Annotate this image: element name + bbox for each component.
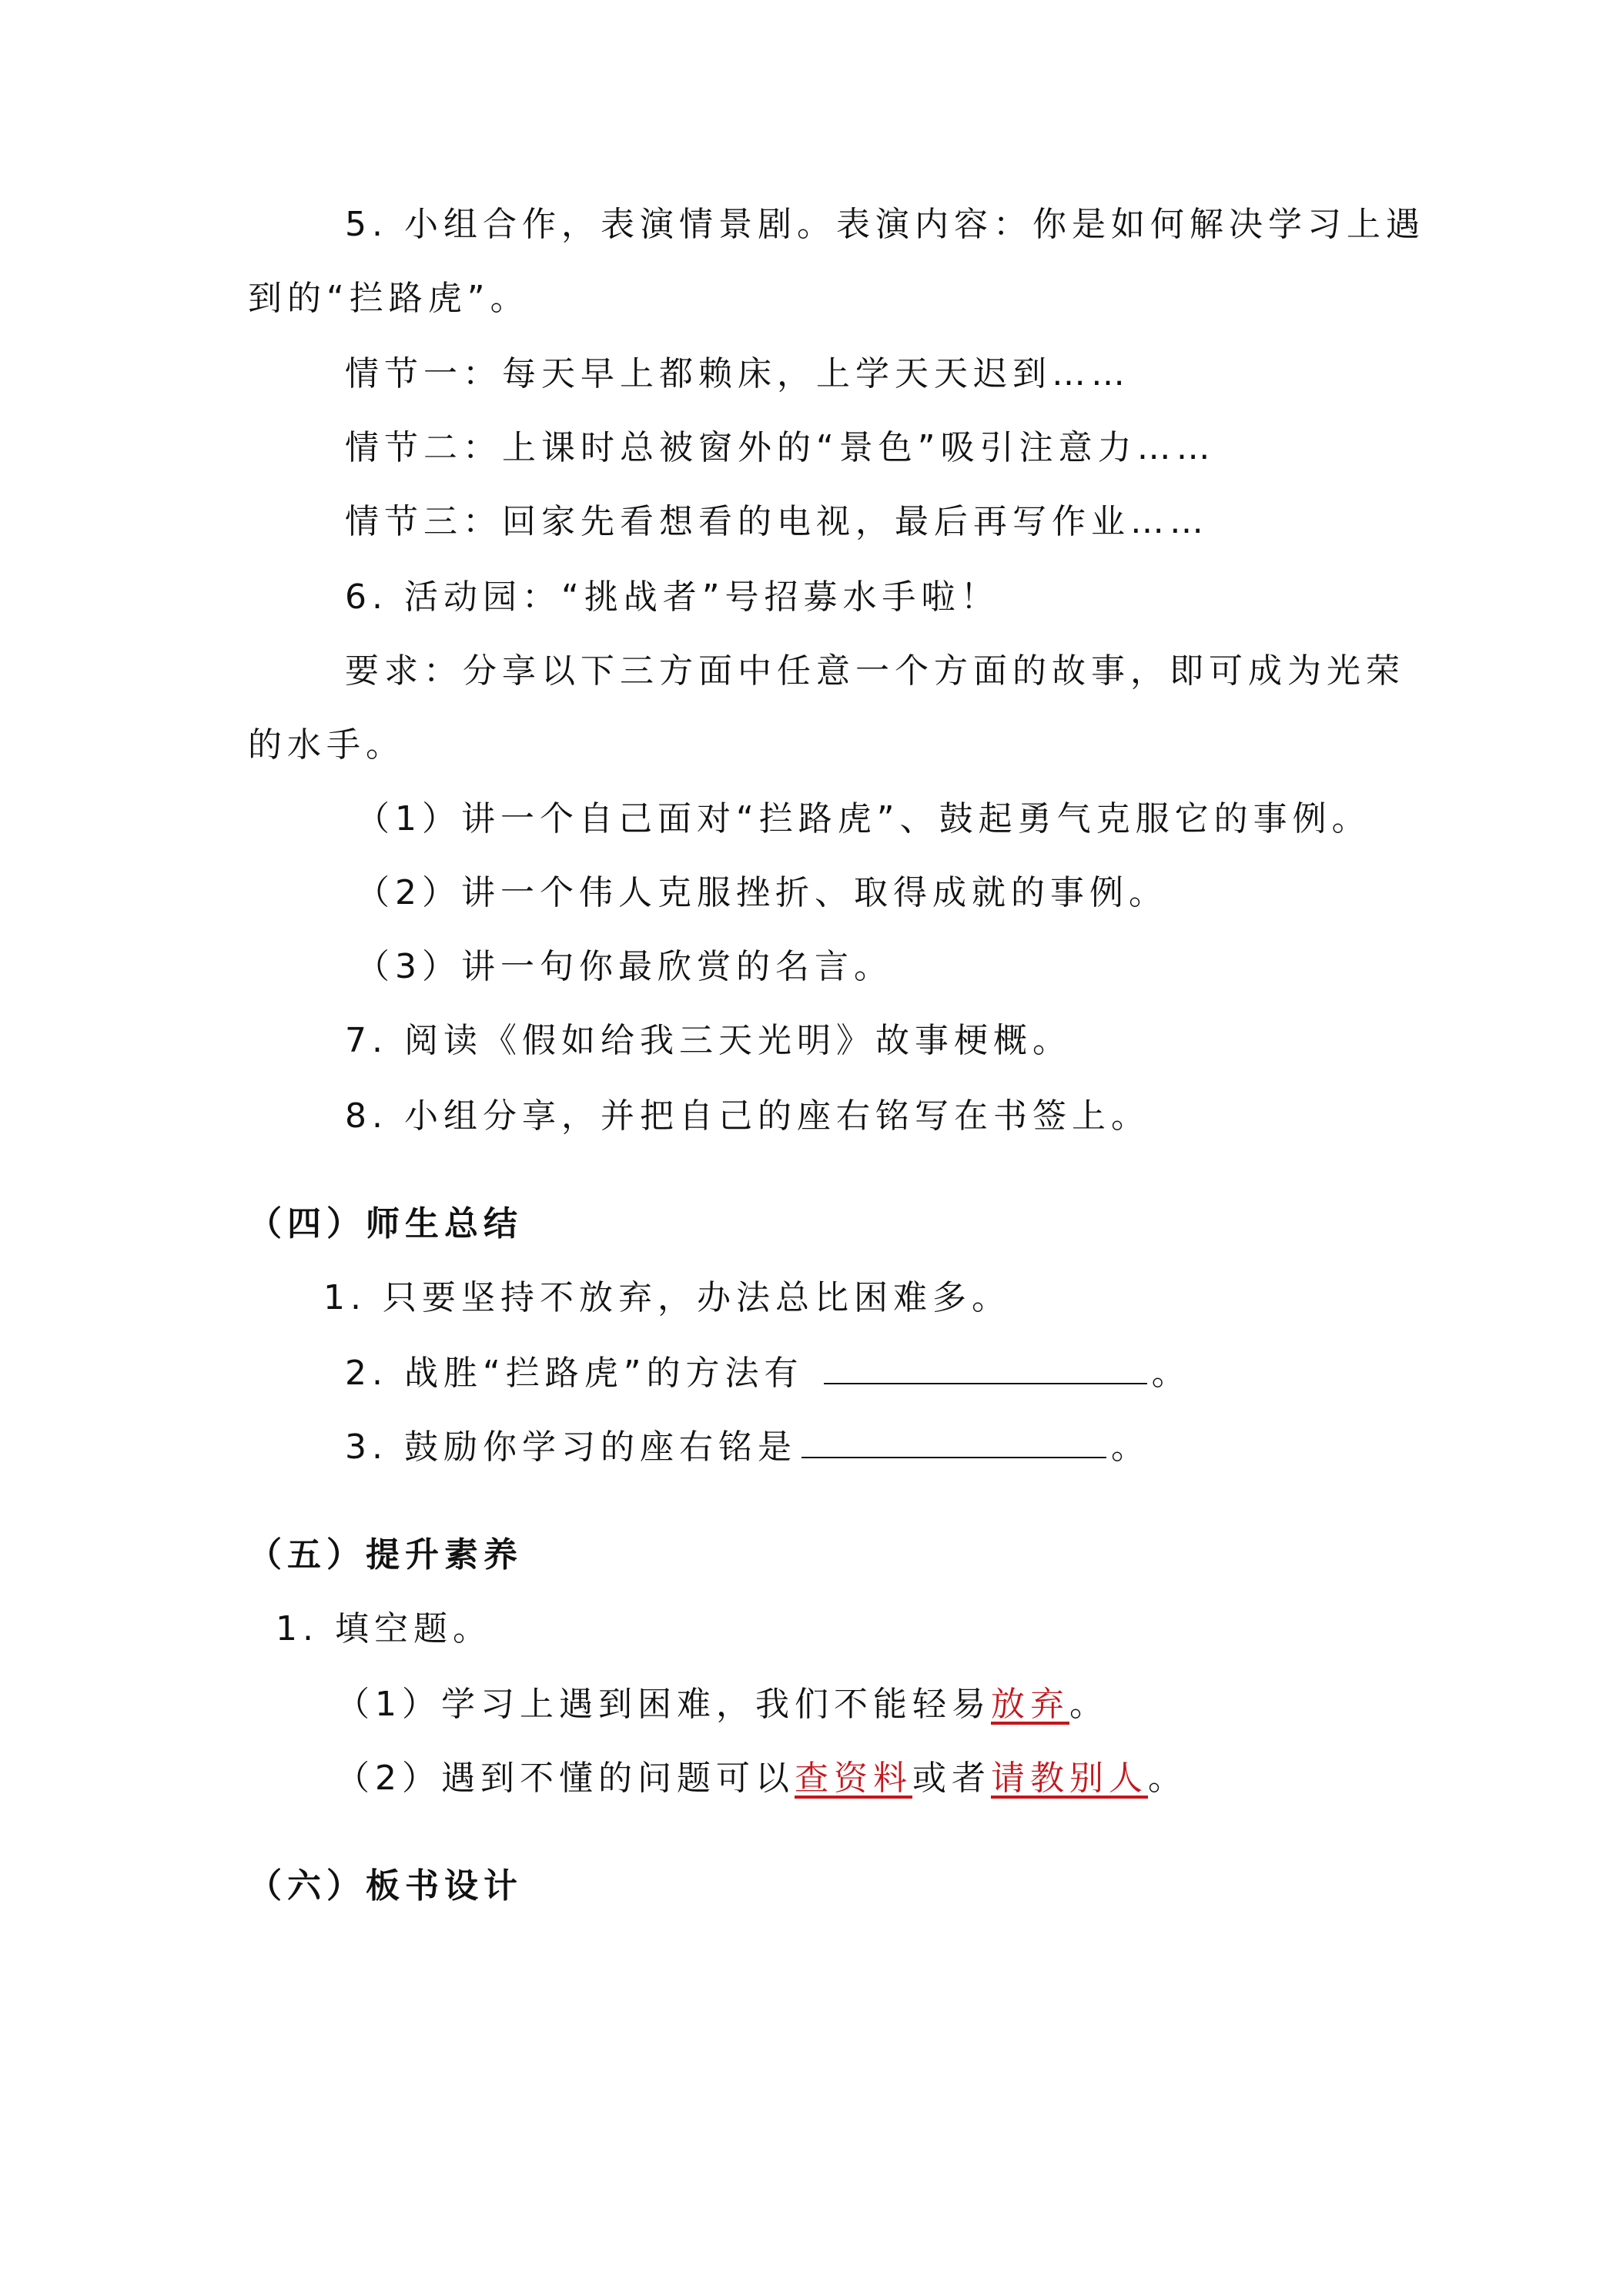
- requirement-line2: 的水手。: [248, 725, 405, 765]
- requirement-line1: 要求：分享以下三方面中任意一个方面的故事，即可成为光荣: [345, 651, 1405, 691]
- plot-two: 情节二：上课时总被窗外的“景色”吸引注意力……: [345, 428, 1216, 467]
- answer-give-up: 放弃: [991, 1685, 1069, 1724]
- item8: 8. 小组分享，并把自己的座右铭写在书签上。: [345, 1096, 1150, 1136]
- fill-in-blank-motto: [801, 1423, 1106, 1458]
- summary-3-text: 3. 鼓励你学习的座右铭是: [345, 1427, 797, 1467]
- fill-question-2-mid: 或者: [912, 1759, 991, 1798]
- answer-look-up-materials: 查资料: [795, 1759, 912, 1798]
- section5-heading: （五）提升素养: [248, 1535, 523, 1575]
- requirement-option-3: （3）讲一句你最欣赏的名言。: [356, 947, 893, 986]
- fill-question-2: [336, 1755, 1187, 1802]
- fill-question-2-end: 。: [1148, 1759, 1187, 1798]
- fill-question-1: [336, 1682, 1109, 1728]
- summary-3-end: 。: [1110, 1427, 1150, 1467]
- item5-line1: 5. 小组合作，表演情景剧。表演内容：你是如何解决学习上遇: [345, 205, 1425, 244]
- requirement-option-1: （1）讲一个自己面对“拦路虎”、鼓起勇气克服它的事例。: [356, 799, 1371, 838]
- item6: 6. 活动园：“挑战者”号招募水手啦！: [345, 577, 1000, 617]
- fill-question-2-text: （2）遇到不懂的问题可以: [336, 1759, 795, 1798]
- plot-one: 情节一：每天早上都赖床，上学天天迟到……: [345, 354, 1130, 393]
- fill-question-1-end: 。: [1069, 1685, 1109, 1724]
- summary-2: [345, 1349, 1191, 1397]
- summary-1: 1. 只要坚持不放弃，办法总比困难多。: [323, 1278, 1011, 1317]
- requirement-option-2: （2）讲一个伟人克服挫折、取得成就的事例。: [356, 873, 1168, 912]
- summary-2-end: 。: [1151, 1354, 1191, 1393]
- item5-line2: 到的“拦路虎”。: [248, 279, 530, 318]
- summary-2-text: 2. 战胜“拦路虎”的方法有: [345, 1354, 804, 1393]
- section6-heading: （六）板书设计: [248, 1866, 523, 1906]
- answer-ask-others: 请教别人: [991, 1759, 1148, 1798]
- fill-question-1-text: （1）学习上遇到困难，我们不能轻易: [336, 1685, 991, 1724]
- section4-heading: （四）师生总结: [248, 1204, 523, 1243]
- item7: 7. 阅读《假如给我三天光明》故事梗概。: [345, 1021, 1072, 1060]
- fill-in-blank-methods: [824, 1349, 1147, 1384]
- plot-three: 情节三：回家先看想看的电视，最后再写作业……: [345, 502, 1209, 541]
- summary-3: [345, 1423, 1150, 1471]
- fill-question-title: 1. 填空题。: [276, 1609, 492, 1648]
